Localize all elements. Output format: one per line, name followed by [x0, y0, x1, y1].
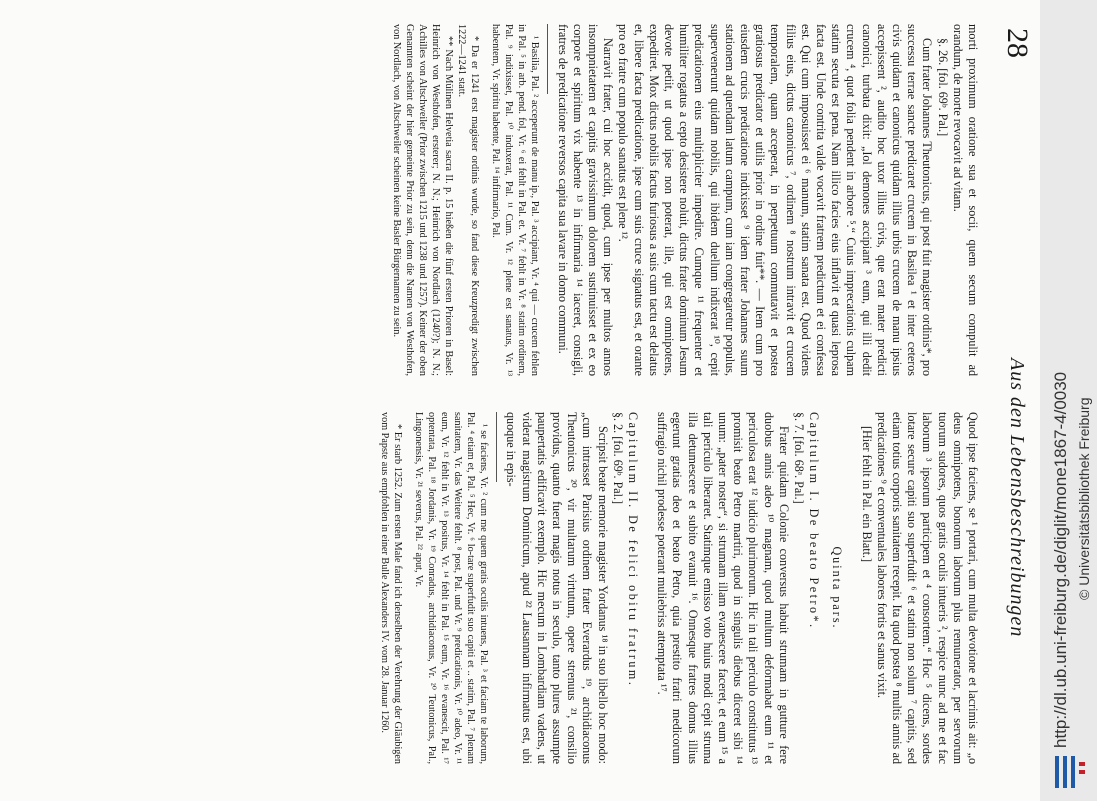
paragraph: Quod ipse faciens, se ¹ portari, cum multa devotione et lacrimis ait: „o deus omnipotens, bonorum laborum plus remunerator, per servorum tuorum sudores, quos gratis oculis intueris ², respice nunc ad me et fac laborum ³ ipsorum participem et ⁴ consortem.“ Hoc ⁵ dicens, sordes lotare secure capiti suo superfudit ⁶ et statim non solum ⁷ capitis, sed etiam totius corporis sanitatem recepit. Ita quod postea ⁸ multis annis ad predicationes ⁹ et conventuales labores fortis et sanus vixit.	[874, 412, 980, 764]
footnote: * Da er 1241 erst magister ordinis wurde, so fand diese Kreuzpredigt zwischen 1222—1241 statt.	[456, 24, 481, 376]
viewer-sidebar	[1040, 0, 1097, 801]
chapter-heading: Capitulum I. De beato Petro*.	[807, 412, 822, 630]
editorial-note: [Hier fehlt in Pal. ein Blatt.]	[859, 426, 874, 563]
chapter-heading: Capitulum II. De felici obitu fratrum.	[625, 412, 640, 688]
footnote: ¹ Basilia, Pal. ² acceperunt de manu ip., Pal. ³ accipiant, Vr. ⁴ qui — crucem fehlen in Pal. ⁵ in arb. pend. fol, Vr. ⁶ ei fehlt in Pal. et. Vr. ⁷ fehlt in Vr. ⁸ statim ordinem, Pal. ⁹ indixisset, Pal. ¹⁰ induxerat, Pal. ¹¹ Cum. Vr. ¹² plene est sanatus, Vr. ¹³ habentem, Vr. spiritu habente, Pal. ¹⁴ infirmario, Pal.	[490, 24, 541, 376]
footnote-divider	[496, 412, 497, 482]
section-marker: §. 2. [fol. 69ᵇ. Pal.]	[610, 412, 625, 505]
page-header	[994, 28, 1034, 773]
part-heading: Quinta pars.	[830, 546, 845, 630]
footnote-divider	[547, 24, 548, 94]
paragraph: Cum frater Johannes Theutonicus, qui post fuit magister ordinis*, pro successu terrae sancte predicaret crucem in Basilea ¹ et inter ceteros civis quidam et canonicus quidam illius urbis crucem de manu ipsius accepissent ², audito hoc uxor illius civis, que erat mater predicti canonici, turbata dixit: „Iol demones accipiant ³ eum, qui illi dedit crucem ⁴, quot folia pendent in arbore ⁵.“ Cuius imprecationis culpam statim secuta est pena. Nam illico facies eius inflavit et quasi leprosa facta est. Unde contrita valde vocavit fratrem predictum et ei confessa est. Qui cum imposuisset ei ⁶ manum, statim sanata est. Quod videns filius eius, dictus canonicus ⁷, ordinem ⁸ nostrum intravit et crucem temporalem, quam acceperat, in perpetuum commutavit et postea gratiosus predicator et utilis prior in ordine fuit**. — Item cum pro eiusdem crucis predicatione indixisset ⁹ idem frater Johannes suum stationem ad quendam latum campum, cum iam congregaretur populus, supervenerunt quidam nobilis, qui ibidem duellum indixerat ¹⁰, cepit predicationem eius multipliciter impedire. Cumque ¹¹ frequenter et humiliter rogatus a cepto desistere noluit, dictus frater dominum Jesum devote petiit, ut quod ipse non poterat, ille, qui est omnipotens, expediret. Mox dictus nobilis factus furiosus a suis cum tactu est delatus et, libere facta predicatione, ipse cum suis cruce signatus est, et orante pro eo fratre cum populo sanatus est plene ¹².	[616, 24, 935, 376]
footnote: * Er starb 1252. Zum ersten Male fand ich denselben der Verehrung der Gläubigen vom Papste aus empfohlen in einer Bulle Alexanders IV. vom 28. Januar 1260.	[379, 412, 404, 764]
footnote: ** Nach Mülinen Helvetia sacra II. p. 15 hießen die fünf ersten Prioren in Basel: Heinrich von Westhofen, ersterer; N. N.; Heinrich von Nordlach (1240?); N. N.; Achilles von Altschweiler (Prior zwischen 1215 und 1238 und 1257). Keiner der oben Genannten scheint der hier gemeinte Prior zu sein, denn die Namen von Westhofen, von Nordlach, von Altschweiler scheinen keine Basler Bürgernamen zu sein.	[391, 24, 455, 376]
paragraph: Narravit frater, cui hoc accidit, quod, cum ipse per multos annos insompnietatem et capitis gravissimum dolorem sustinuisset et ex eo corpore et spiritum vix habente ¹³ in infirmaria ¹⁴ iaceret, consigli, fratres de predicatione reversos capita sua lavare in domo communi.	[555, 24, 616, 376]
section-marker: §. 26. [fol. 69ᵇ. Pal.]	[935, 38, 950, 137]
left-column	[390, 24, 980, 376]
source-url[interactable]: http://dl.ub.uni-freiburg.de/diglit/mone1867-4/0030	[1051, 371, 1070, 748]
footnote: ¹ se faciens, Vr. ² cum me quem gratis oculis intuens, Pal. ³ et faciam te laborum, Pal. ⁴ etiam et, Pal. ⁵ Hec, Vr. ⁶ lo-tare superfudit suo capiti et .. statim, Pal. ⁷ plenam sanitatem, Vr. das Weitere fehlt. ⁸ post, Pal. und Vr. ⁹ predicationis, Vr. ¹⁰ adeo, Vr. ¹¹ eum, Vr. ¹² fehlt in Vr. ¹³ positus, Vr. ¹⁴ fehlt in Pal. ¹⁵ eum, Vr. ¹⁶ evanescit, Pal. ¹⁷ optentata, Pal. ¹⁸ Jordanis, Vr. ¹⁹ Conradus, archidiaconus, Vr. ²⁰ Teutonicus, Pal., Lingonensis, Vr. ²¹ severus, Pal. ²² aput, Vr.	[413, 412, 490, 764]
right-column	[378, 412, 980, 764]
ub-freiburg-logo-icon	[1052, 752, 1086, 792]
section-marker: §. 7. [fol. 68ᵃ. Pal.]	[791, 412, 806, 504]
running-title: Aus den Lebensbeschreibungen	[1006, 358, 1028, 638]
page-number: 28	[1001, 28, 1034, 58]
copyright-notice: © Universitätsbibliothek Freiburg	[1076, 397, 1092, 600]
paragraph: Scripsit beate memorie magister Yordanus ¹⁸ in suo libello hoc modo: „cum intrasset Parisius ordinem frater Everardus ¹⁹, archidiaconus Theutonicus ²⁰, vir multarum virtutum, opere strenuus ²¹, consilio providus, quanto fuerat magis notus in seculo, tanto plures assumpte paupertatis edificavit exemplo. Hic mecum in Lombardiam vadens, ut viderat magistrum Dominicum, apud ²² Lausannam infirmatus est, ubi quoque in epis-	[504, 412, 610, 764]
paragraph: Frater quidam Colonie conversus habuit strumam in gutture fere duobus annis adeo ¹⁰ magnam, quod multum deformabat eum ¹¹ et periculosa erat ¹² iudicio plurimorum. Hic in tali periculo constitutus ¹³ promisit beato Petro martiri, quod in singulis diebus diceret sibi ¹⁴ unum: „pater noster“, si strumam illam evanescere faceret, et eum ¹⁵ a tali periculo liberaret. Statimque emisso voto huius modi cepit struma illa detumescere et subito evanuit ¹⁶. Onnesque fratres domus illius egerunt gratias deo et beato Petro, quia prestito fratri medicorum suffragio nichil prodesse poterant muliebriss attemptata ¹⁷.	[655, 412, 791, 764]
paragraph: morti proximum oratione sua et socii, quem secum compulit ad orandum, de morte revocavit ad vitam.	[950, 24, 980, 376]
